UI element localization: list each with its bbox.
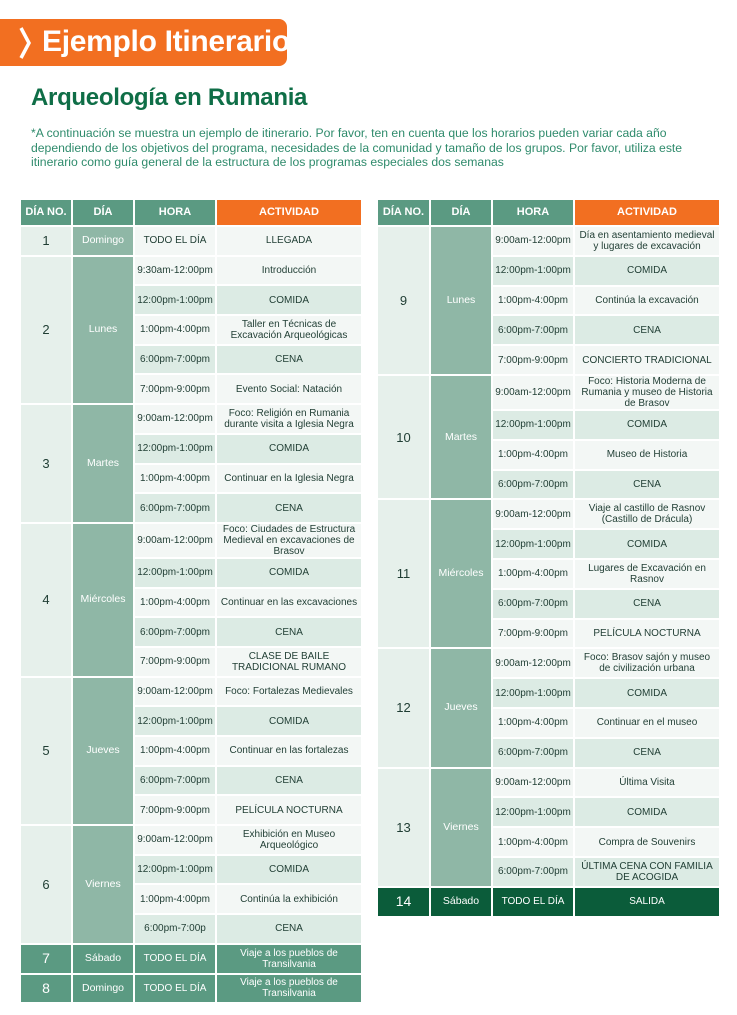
- time-cell: 12:00pm-1:00pm: [135, 435, 215, 463]
- time-cell: TODO EL DÍA: [135, 945, 215, 973]
- table-row: [21, 589, 361, 617]
- table-row: [378, 828, 719, 856]
- activity-cell: SALIDA: [575, 888, 719, 916]
- time-cell: TODO EL DÍA: [493, 888, 573, 916]
- day-name-cell: Domingo: [73, 227, 133, 255]
- table-row: [378, 798, 719, 826]
- day-number-cell: 13: [378, 769, 429, 886]
- table-row: [378, 888, 719, 916]
- table-row: [21, 494, 361, 522]
- table-row: [378, 590, 719, 618]
- time-cell: 9:00am-12:00pm: [493, 500, 573, 528]
- day-name-cell: Jueves: [73, 678, 133, 824]
- activity-cell: COMIDA: [217, 286, 361, 314]
- activity-cell: Lugares de Excavación en Rasnov: [575, 560, 719, 588]
- activity-cell: Viaje al castillo de Rasnov (Castillo de Drácula): [575, 500, 719, 528]
- activity-cell: Taller en Técnicas de Excavación Arqueológicas: [217, 316, 361, 344]
- table-row: [21, 767, 361, 795]
- activity-cell: Continuar en la Iglesia Negra: [217, 465, 361, 493]
- time-cell: 12:00pm-1:00pm: [493, 679, 573, 707]
- table-row: [21, 524, 361, 557]
- table-row: [21, 975, 361, 1003]
- activity-cell: CENA: [575, 590, 719, 618]
- time-cell: 12:00pm-1:00pm: [493, 530, 573, 558]
- activity-cell: Viaje a los pueblos de Transilvania: [217, 945, 361, 973]
- time-cell: 6:00pm-7:00pm: [493, 858, 573, 886]
- table-row: [378, 560, 719, 588]
- itinerary-table-week-2: [376, 198, 721, 918]
- activity-cell: Viaje a los pueblos de Transilvania: [217, 975, 361, 1003]
- day-name-cell: Lunes: [431, 227, 491, 374]
- time-cell: 1:00pm-4:00pm: [493, 441, 573, 469]
- time-cell: 12:00pm-1:00pm: [135, 707, 215, 735]
- activity-cell: CENA: [217, 915, 361, 943]
- day-number-cell: 7: [21, 945, 71, 973]
- table-row: [21, 826, 361, 854]
- table-row: [21, 257, 361, 285]
- activity-cell: LLEGADA: [217, 227, 361, 255]
- day-name-cell: Jueves: [431, 649, 491, 766]
- itinerary-table-week-1: [19, 198, 363, 1004]
- table-header-row: [21, 200, 361, 225]
- activity-cell: Foco: Historia Moderna de Rumania y museo de Historia de Brasov: [575, 376, 719, 409]
- time-cell: 1:00pm-4:00pm: [135, 316, 215, 344]
- time-cell: 7:00pm-9:00pm: [135, 375, 215, 403]
- day-number-cell: 14: [378, 888, 429, 916]
- activity-cell: COMIDA: [217, 559, 361, 587]
- time-cell: 1:00pm-4:00pm: [135, 885, 215, 913]
- table-row: [21, 885, 361, 913]
- activity-cell: COMIDA: [575, 679, 719, 707]
- activity-cell: PELÍCULA NOCTURNA: [575, 620, 719, 648]
- table-row: [21, 286, 361, 314]
- time-cell: 1:00pm-4:00pm: [135, 737, 215, 765]
- table-row: [21, 316, 361, 344]
- title-banner: [0, 19, 290, 66]
- time-cell: 12:00pm-1:00pm: [135, 286, 215, 314]
- time-cell: 7:00pm-9:00pm: [493, 346, 573, 374]
- time-cell: 12:00pm-1:00pm: [493, 798, 573, 826]
- activity-cell: CENA: [575, 739, 719, 767]
- day-name-cell: Viernes: [431, 769, 491, 886]
- table-row: [378, 441, 719, 469]
- time-cell: 7:00pm-9:00pm: [135, 796, 215, 824]
- col-header-time: HORA: [493, 200, 573, 225]
- activity-cell: Museo de Historia: [575, 441, 719, 469]
- time-cell: 7:00pm-9:00pm: [135, 648, 215, 676]
- activity-cell: COMIDA: [217, 435, 361, 463]
- activity-cell: Foco: Fortalezas Medievales: [217, 678, 361, 706]
- table-row: [21, 915, 361, 943]
- col-header-activity: ACTIVIDAD: [575, 200, 719, 225]
- activity-cell: COMIDA: [575, 798, 719, 826]
- table-row: [21, 737, 361, 765]
- day-number-cell: 3: [21, 405, 71, 522]
- time-cell: 1:00pm-4:00pm: [493, 287, 573, 315]
- activity-cell: Continuar en el museo: [575, 709, 719, 737]
- time-cell: 6:00pm-7:00pm: [135, 346, 215, 374]
- time-cell: 9:00am-12:00pm: [135, 524, 215, 557]
- activity-cell: CENA: [575, 471, 719, 499]
- time-cell: 1:00pm-4:00pm: [493, 560, 573, 588]
- activity-cell: CENA: [217, 494, 361, 522]
- time-cell: 6:00pm-7:00p: [135, 915, 215, 943]
- table-row: [21, 227, 361, 255]
- time-cell: 9:00am-12:00pm: [135, 826, 215, 854]
- time-cell: 9:00am-12:00pm: [493, 376, 573, 409]
- activity-cell: Introducción: [217, 257, 361, 285]
- activity-cell: ÚLTIMA CENA CON FAMILIA DE ACOGIDA: [575, 858, 719, 886]
- activity-cell: COMIDA: [217, 707, 361, 735]
- table-row: [21, 435, 361, 463]
- table-row: [378, 376, 719, 409]
- activity-cell: Foco: Ciudades de Estructura Medieval en excavaciones de Brasov: [217, 524, 361, 557]
- activity-cell: Día en asentamiento medieval y lugares de excavación: [575, 227, 719, 255]
- table-row: [378, 709, 719, 737]
- table-row: [378, 769, 719, 797]
- day-number-cell: 8: [21, 975, 71, 1003]
- day-name-cell: Martes: [73, 405, 133, 522]
- intro-note: *A continuación se muestra un ejemplo de itinerario. Por favor, ten en cuenta que los horarios pueden variar cada año dependiendo de los objetivos del programa, necesidades de la comunidad y tamaño de los grupos. Por favor, utiliza este itinerario como guía general de la estructura de los programas especiales dos semanas: [31, 126, 683, 169]
- activity-cell: Foco: Religión en Rumania durante visita a Iglesia Negra: [217, 405, 361, 433]
- activity-cell: Exhibición en Museo Arqueológico: [217, 826, 361, 854]
- time-cell: 9:00am-12:00pm: [135, 405, 215, 433]
- activity-cell: CLASE DE BAILE TRADICIONAL RUMANO: [217, 648, 361, 676]
- table-row: [21, 405, 361, 433]
- col-header-time: HORA: [135, 200, 215, 225]
- day-name-cell: Domingo: [73, 975, 133, 1003]
- col-header-day-number: DÍA NO.: [21, 200, 71, 225]
- table-row: [21, 559, 361, 587]
- table-row: [378, 227, 719, 255]
- day-number-cell: 11: [378, 500, 429, 647]
- activity-cell: COMIDA: [575, 411, 719, 439]
- table-row: [378, 257, 719, 285]
- col-header-day-number: DÍA NO.: [378, 200, 429, 225]
- activity-cell: CONCIERTO TRADICIONAL: [575, 346, 719, 374]
- activity-cell: Última Visita: [575, 769, 719, 797]
- time-cell: 9:00am-12:00pm: [135, 678, 215, 706]
- table-row: [378, 287, 719, 315]
- activity-cell: COMIDA: [575, 257, 719, 285]
- time-cell: 6:00pm-7:00pm: [135, 494, 215, 522]
- table-row: [378, 858, 719, 886]
- activity-cell: PELÍCULA NOCTURNA: [217, 796, 361, 824]
- page-subtitle: Arqueología en Rumania: [31, 84, 308, 111]
- activity-cell: CENA: [217, 618, 361, 646]
- page-title: Ejemplo Itinerario: [42, 25, 290, 58]
- time-cell: 1:00pm-4:00pm: [135, 589, 215, 617]
- day-name-cell: Sábado: [73, 945, 133, 973]
- activity-cell: COMIDA: [575, 530, 719, 558]
- table-row: [21, 678, 361, 706]
- day-number-cell: 10: [378, 376, 429, 498]
- table-row: [21, 856, 361, 884]
- time-cell: 1:00pm-4:00pm: [135, 465, 215, 493]
- time-cell: 6:00pm-7:00pm: [493, 471, 573, 499]
- activity-cell: Continuar en las fortalezas: [217, 737, 361, 765]
- table-row: [378, 739, 719, 767]
- table-row: [21, 375, 361, 403]
- time-cell: 6:00pm-7:00pm: [135, 618, 215, 646]
- table-row: [378, 471, 719, 499]
- table-row: [378, 346, 719, 374]
- time-cell: 1:00pm-4:00pm: [493, 709, 573, 737]
- table-row: [21, 707, 361, 735]
- activity-cell: CENA: [217, 346, 361, 374]
- time-cell: TODO EL DÍA: [135, 975, 215, 1003]
- day-name-cell: Martes: [431, 376, 491, 498]
- time-cell: 12:00pm-1:00pm: [135, 559, 215, 587]
- table-row: [378, 620, 719, 648]
- day-name-cell: Sábado: [431, 888, 491, 916]
- table-row: [378, 500, 719, 528]
- table-row: [378, 530, 719, 558]
- table-row: [21, 465, 361, 493]
- time-cell: 12:00pm-1:00pm: [493, 411, 573, 439]
- activity-cell: Continúa la excavación: [575, 287, 719, 315]
- table-row: [378, 649, 719, 677]
- col-header-activity: ACTIVIDAD: [217, 200, 361, 225]
- time-cell: 9:30am-12:00pm: [135, 257, 215, 285]
- time-cell: TODO EL DÍA: [135, 227, 215, 255]
- col-header-day: DÍA: [431, 200, 491, 225]
- chevron-right-icon: [18, 26, 32, 60]
- table-row: [378, 411, 719, 439]
- activity-cell: Continuar en las excavaciones: [217, 589, 361, 617]
- time-cell: 12:00pm-1:00pm: [135, 856, 215, 884]
- day-name-cell: Miércoles: [431, 500, 491, 647]
- time-cell: 6:00pm-7:00pm: [135, 767, 215, 795]
- activity-cell: Foco: Brasov sajón y museo de civilización urbana: [575, 649, 719, 677]
- day-name-cell: Viernes: [73, 826, 133, 943]
- day-number-cell: 4: [21, 524, 71, 676]
- day-number-cell: 9: [378, 227, 429, 374]
- table-row: [21, 796, 361, 824]
- table-row: [21, 618, 361, 646]
- day-number-cell: 2: [21, 257, 71, 403]
- time-cell: 6:00pm-7:00pm: [493, 739, 573, 767]
- activity-cell: CENA: [575, 316, 719, 344]
- activity-cell: COMIDA: [217, 856, 361, 884]
- time-cell: 9:00am-12:00pm: [493, 769, 573, 797]
- day-number-cell: 1: [21, 227, 71, 255]
- time-cell: 6:00pm-7:00pm: [493, 316, 573, 344]
- day-number-cell: 5: [21, 678, 71, 824]
- col-header-day: DÍA: [73, 200, 133, 225]
- time-cell: 9:00am-12:00pm: [493, 649, 573, 677]
- day-name-cell: Miércoles: [73, 524, 133, 676]
- activity-cell: Continúa la exhibición: [217, 885, 361, 913]
- table-row: [378, 679, 719, 707]
- activity-cell: Compra de Souvenirs: [575, 828, 719, 856]
- table-header-row: [378, 200, 719, 225]
- activity-cell: Evento Social: Natación: [217, 375, 361, 403]
- day-number-cell: 6: [21, 826, 71, 943]
- time-cell: 7:00pm-9:00pm: [493, 620, 573, 648]
- time-cell: 6:00pm-7:00pm: [493, 590, 573, 618]
- day-name-cell: Lunes: [73, 257, 133, 403]
- day-number-cell: 12: [378, 649, 429, 766]
- activity-cell: CENA: [217, 767, 361, 795]
- time-cell: 1:00pm-4:00pm: [493, 828, 573, 856]
- time-cell: 12:00pm-1:00pm: [493, 257, 573, 285]
- table-row: [21, 945, 361, 973]
- table-row: [21, 648, 361, 676]
- table-row: [21, 346, 361, 374]
- time-cell: 9:00am-12:00pm: [493, 227, 573, 255]
- table-row: [378, 316, 719, 344]
